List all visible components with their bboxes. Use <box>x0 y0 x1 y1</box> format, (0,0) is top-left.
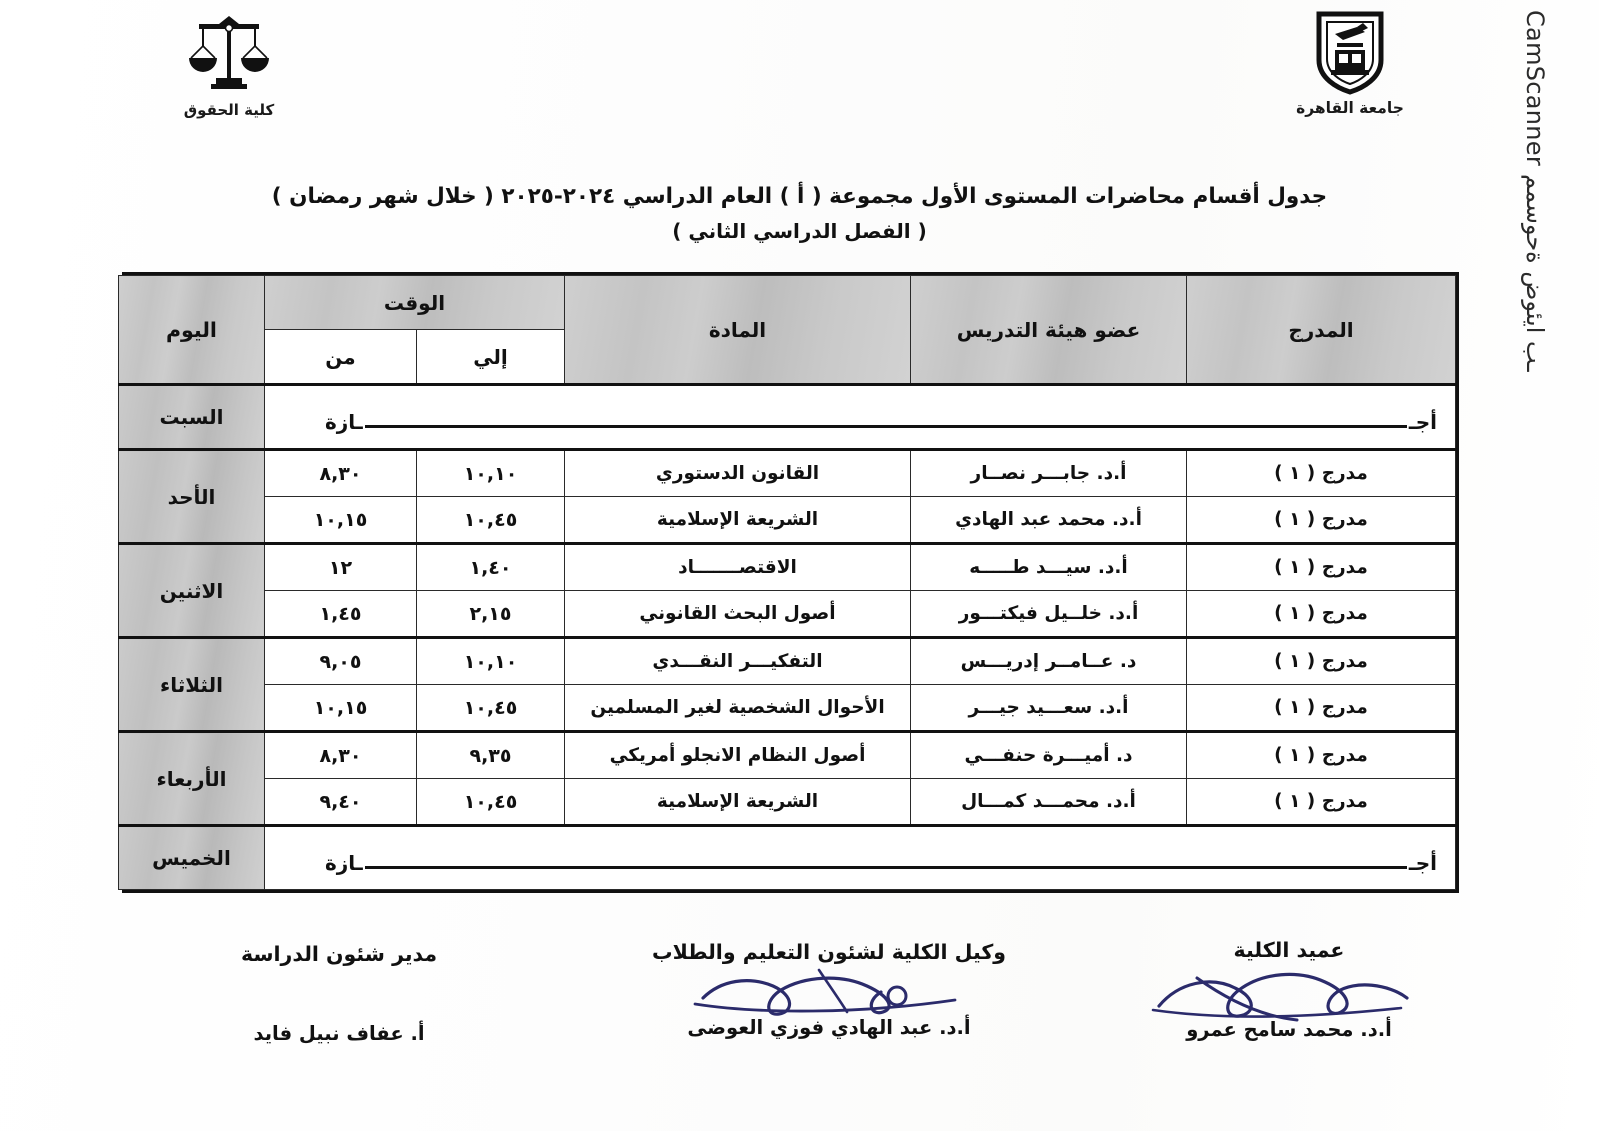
schedule-table-container <box>122 272 1459 893</box>
table-row <box>118 779 1455 826</box>
subject-cell: القانون الدستوري <box>565 450 911 497</box>
holiday-label-tail: ـازة <box>324 851 363 875</box>
time-to-cell: ٩,٣٥ <box>417 732 565 779</box>
table-body <box>118 385 1455 890</box>
time-to-cell: ١٠,٤٥ <box>417 685 565 732</box>
signature-name-vice-dean: أ.د. عبد الهادي فوزي العوضى <box>687 1016 971 1039</box>
signature-name-study-director: أ. عفاف نبيل فايد <box>253 1022 425 1045</box>
teacher-cell: أ.د. محمد عبد الهادي <box>911 497 1187 544</box>
table-row <box>118 591 1455 638</box>
teacher-cell: أ.د. سعـــيد جيـــر <box>911 685 1187 732</box>
table-row <box>118 685 1455 732</box>
holiday-cell <box>264 826 1455 890</box>
day-cell: الثلاثاء <box>118 638 264 732</box>
table-row <box>118 497 1455 544</box>
time-to-cell: ١٠,١٠ <box>417 450 565 497</box>
hall-cell: مدرج ( ١ ) <box>1187 497 1456 544</box>
subject-cell: أصول البحث القانوني <box>565 591 911 638</box>
holiday-label-head: أجـ <box>1408 851 1437 875</box>
shield-icon <box>1275 10 1425 96</box>
faculty-of-law-caption: كلية الحقوق <box>183 101 275 119</box>
holiday-label-tail: ـازة <box>324 410 363 434</box>
teacher-cell: أ.د. محمـــد كمـــال <box>911 779 1187 826</box>
teacher-cell: د. أميـــرة حنفـــي <box>911 732 1187 779</box>
day-cell: الخميس <box>118 826 264 890</box>
hall-cell: مدرج ( ١ ) <box>1187 544 1456 591</box>
column-header-hall: المدرج <box>1187 276 1456 385</box>
day-cell: الأحد <box>118 450 264 544</box>
holiday-cell <box>264 385 1455 450</box>
time-to-cell: ١٠,١٠ <box>417 638 565 685</box>
signature-role-study-director: مدير شئون الدراسة <box>240 942 438 966</box>
time-to-cell: ٢,١٥ <box>417 591 565 638</box>
table-row <box>118 826 1455 890</box>
cairo-university-caption: جامعة القاهرة <box>1296 99 1404 117</box>
hall-cell: مدرج ( ١ ) <box>1187 685 1456 732</box>
hall-cell: مدرج ( ١ ) <box>1187 450 1456 497</box>
time-to-cell: ١٠,٤٥ <box>417 497 565 544</box>
subject-cell: أصول النظام الانجلو أمريكي <box>565 732 911 779</box>
time-from-cell: ٩,٤٠ <box>264 779 416 826</box>
time-from-cell: ٨,٣٠ <box>264 732 416 779</box>
signature-role-dean: عميد الكلية <box>1233 938 1345 962</box>
subject-cell: الأحوال الشخصية لغير المسلمين <box>565 685 911 732</box>
time-to-cell: ١,٤٠ <box>417 544 565 591</box>
title-block <box>0 185 1599 243</box>
teacher-cell: أ.د. سيـــد طـــــه <box>911 544 1187 591</box>
time-from-cell: ٨,٣٠ <box>264 450 416 497</box>
table-row <box>118 638 1455 685</box>
hall-cell: مدرج ( ١ ) <box>1187 638 1456 685</box>
page-title: جدول أقسام محاضرات المستوى الأول مجموعة ( أ ) العام الدراسي ٢٠٢٤-٢٠٢٥ ( خلال شهر رمضان ) <box>271 184 1328 209</box>
column-header-subject: المادة <box>565 276 911 385</box>
scales-of-justice-icon <box>154 12 304 98</box>
teacher-cell: د. عــامــر إدريـــس <box>911 638 1187 685</box>
kashida-stretch <box>365 866 1407 869</box>
signature-footer <box>0 930 1599 1110</box>
table-row <box>118 385 1455 450</box>
signature-block-vice-dean <box>619 940 1039 1039</box>
time-from-cell: ١٢ <box>264 544 416 591</box>
subject-cell: الاقتصـــــــاد <box>565 544 911 591</box>
hall-cell: مدرج ( ١ ) <box>1187 779 1456 826</box>
time-from-cell: ١,٤٥ <box>264 591 416 638</box>
subject-cell: التفكيـــر النقـــدي <box>565 638 911 685</box>
table-head <box>118 276 1455 385</box>
subject-cell: الشريعة الإسلامية <box>565 497 911 544</box>
teacher-cell: أ.د. جابـــر نصــار <box>911 450 1187 497</box>
document-header <box>0 0 1599 155</box>
subject-cell: الشريعة الإسلامية <box>565 779 911 826</box>
day-cell: السبت <box>118 385 264 450</box>
signature-block-study-director <box>139 942 539 1045</box>
camscanner-watermark: CamScanner ـب ايئوض ةحوسمم <box>1521 10 1549 372</box>
signature-name-dean: أ.د. محمد سامح عمرو <box>1186 1018 1392 1041</box>
kashida-stretch <box>365 425 1407 428</box>
signature-block-dean <box>1099 938 1479 1041</box>
day-cell: الاثنين <box>118 544 264 638</box>
page-subtitle: ( الفصل الدراسي الثاني ) <box>672 218 927 243</box>
schedule-table <box>118 275 1456 890</box>
time-to-cell: ١٠,٤٥ <box>417 779 565 826</box>
day-cell: الأربعاء <box>118 732 264 826</box>
column-header-day: اليوم <box>118 276 264 385</box>
signature-role-vice-dean: وكيل الكلية لشئون التعليم والطلاب <box>651 940 1007 964</box>
table-row <box>118 544 1455 591</box>
hall-cell: مدرج ( ١ ) <box>1187 591 1456 638</box>
holiday-label-head: أجـ <box>1408 410 1437 434</box>
cairo-university-logo <box>1275 10 1425 117</box>
time-from-cell: ٩,٠٥ <box>264 638 416 685</box>
column-header-time: الوقت <box>264 276 564 330</box>
table-row <box>118 450 1455 497</box>
hall-cell: مدرج ( ١ ) <box>1187 732 1456 779</box>
column-header-to: إلي <box>417 330 565 385</box>
faculty-of-law-logo <box>154 12 304 119</box>
teacher-cell: أ.د. خلــيل فيكتـــور <box>911 591 1187 638</box>
table-row <box>118 732 1455 779</box>
time-from-cell: ١٠,١٥ <box>264 497 416 544</box>
column-header-teacher: عضو هيئة التدريس <box>911 276 1187 385</box>
column-header-from: من <box>264 330 416 385</box>
time-from-cell: ١٠,١٥ <box>264 685 416 732</box>
